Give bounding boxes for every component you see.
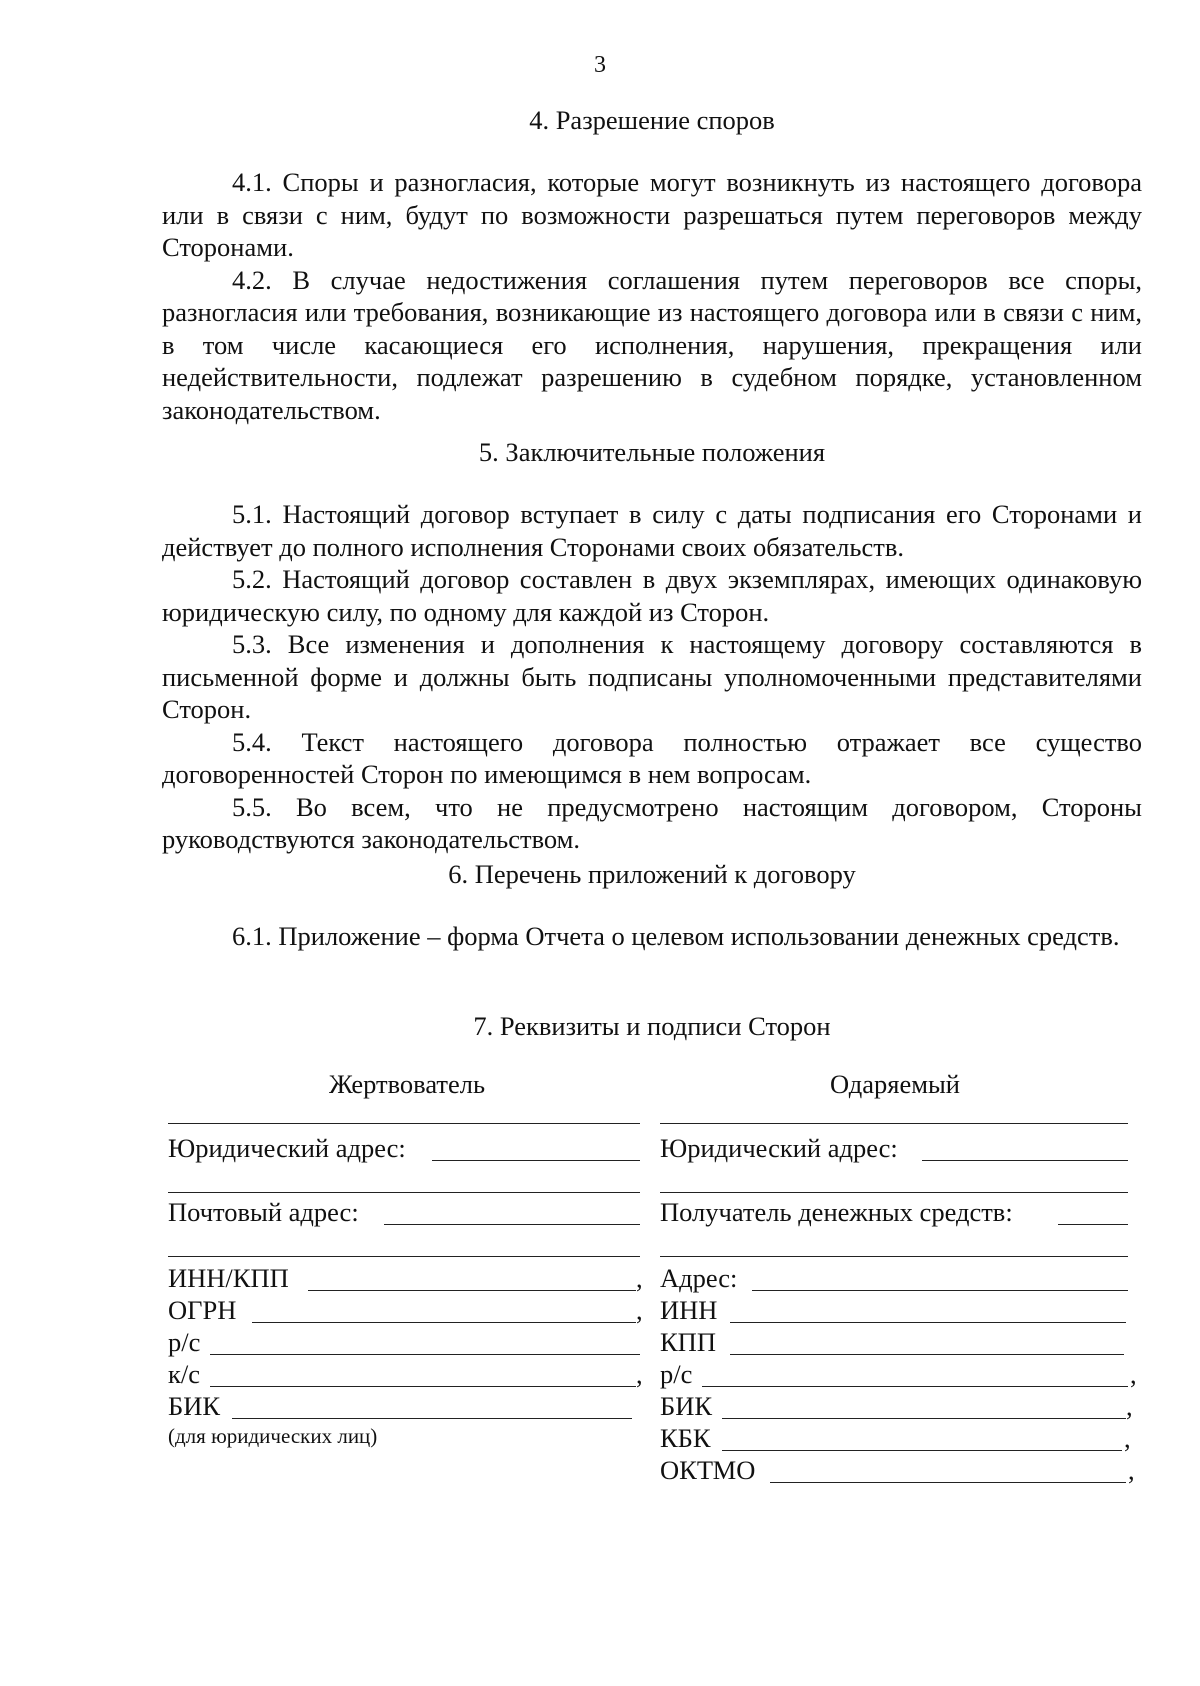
section-6-body <box>162 920 1142 953</box>
clause-5-4: 5.4. Текст настоящего договора полностью отражает все существо договоренностей Сторон по имеющимся в нем вопросам. <box>162 726 1142 789</box>
recipient-kbk-label: КБК <box>660 1423 711 1453</box>
recipient-oktmo-label: ОКТМО <box>660 1455 756 1485</box>
donor-legal-address-line2[interactable] <box>168 1192 640 1193</box>
donor-postal-address-field[interactable] <box>384 1224 640 1225</box>
recipient-kpp-field[interactable] <box>730 1354 1124 1355</box>
recipient-legal-address-label: Юридический адрес: <box>660 1133 898 1163</box>
section-4-body <box>162 166 1142 426</box>
section-5-body <box>162 498 1142 856</box>
recipient-funds-label: Получатель денежных средств: <box>660 1197 1013 1227</box>
clause-5-5: 5.5. Во всем, что не предусмотрено настоящим договором, Стороны руководствуются законодательством. <box>162 791 1142 854</box>
donor-postal-address-label: Почтовый адрес: <box>168 1197 359 1227</box>
donor-legal-address-field[interactable] <box>432 1160 640 1161</box>
recipient-rs-field[interactable] <box>702 1386 1128 1387</box>
section-7-title: 7. Реквизиты и подписи Сторон <box>473 1011 831 1041</box>
recipient-funds-line2[interactable] <box>660 1256 1128 1257</box>
donor-inn-kpp-field[interactable] <box>308 1290 636 1291</box>
clause-5-2: 5.2. Настоящий договор составлен в двух экземплярах, имеющих одинаковую юридическую силу, по одному для каждой из Сторон. <box>162 564 1142 627</box>
recipient-bik-label: БИК <box>660 1391 713 1421</box>
recipient-address-field[interactable] <box>752 1290 1128 1291</box>
section-5-title: 5. Заключительные положения <box>478 437 826 467</box>
donor-rs-field[interactable] <box>210 1354 640 1355</box>
donor-title: Жертвователь <box>328 1069 486 1099</box>
recipient-address-label: Адрес: <box>660 1263 738 1293</box>
donor-bik-field[interactable] <box>232 1418 632 1419</box>
donor-ogrn-comma: , <box>636 1295 643 1325</box>
donor-ks-label: к/с <box>168 1359 200 1389</box>
recipient-bik-comma: , <box>1126 1391 1133 1421</box>
recipient-funds-field[interactable] <box>1058 1224 1128 1225</box>
donor-ks-field[interactable] <box>210 1386 636 1387</box>
page-number: 3 <box>594 52 606 78</box>
donor-ogrn-label: ОГРН <box>168 1295 237 1325</box>
donor-note: (для юридических лиц) <box>168 1424 378 1448</box>
recipient-kpp-label: КПП <box>660 1327 716 1357</box>
recipient-inn-field[interactable] <box>730 1322 1126 1323</box>
recipient-oktmo-field[interactable] <box>770 1482 1126 1483</box>
donor-ks-comma: , <box>636 1359 643 1389</box>
donor-ogrn-field[interactable] <box>252 1322 636 1323</box>
recipient-name-line[interactable] <box>660 1123 1128 1124</box>
donor-postal-address-line2[interactable] <box>168 1256 640 1257</box>
recipient-kbk-comma: , <box>1124 1423 1131 1453</box>
recipient-legal-address-field[interactable] <box>922 1160 1128 1161</box>
donor-inn-kpp-label: ИНН/КПП <box>168 1263 289 1293</box>
clause-5-3: 5.3. Все изменения и дополнения к настоящему договору составляются в письменной форме и должны быть подписаны уполномоченными представителями Сторон. <box>162 629 1142 724</box>
recipient-inn-label: ИНН <box>660 1295 718 1325</box>
recipient-rs-comma: , <box>1130 1359 1137 1389</box>
section-6-title: 6. Перечень приложений к договору <box>448 859 856 889</box>
recipient-bik-field[interactable] <box>722 1418 1126 1419</box>
recipient-oktmo-comma: , <box>1128 1455 1135 1485</box>
section-4-title: 4. Разрешение споров <box>529 105 775 135</box>
recipient-title: Одаряемый <box>830 1069 960 1099</box>
clause-4-2: 4.2. В случае недостижения соглашения путем переговоров все споры, разногласия или требования, возникающие из настоящего договора или в связи с ним, в том числе касающиеся его исполнения, нарушения, прекращения или недействительности, подлежат разрешению в судебном порядке, установленном законодательством. <box>162 264 1142 425</box>
donor-inn-kpp-comma: , <box>636 1263 643 1293</box>
donor-rs-label: р/с <box>168 1327 201 1357</box>
clause-4-1: 4.1. Споры и разногласия, которые могут возникнуть из настоящего договора или в связи с ним, будут по возможности разрешаться путем переговоров между Сторонами. <box>162 167 1142 262</box>
donor-name-line[interactable] <box>168 1123 640 1124</box>
donor-legal-address-label: Юридический адрес: <box>168 1133 406 1163</box>
recipient-kbk-field[interactable] <box>722 1450 1122 1451</box>
donor-bik-label: БИК <box>168 1391 221 1421</box>
recipient-legal-address-line2[interactable] <box>660 1192 1128 1193</box>
clause-6-1: 6.1. Приложение – форма Отчета о целевом использовании денежных средств. <box>232 921 1120 951</box>
clause-5-1: 5.1. Настоящий договор вступает в силу с даты подписания его Сторонами и действует до полного исполнения Сторонами своих обязательств. <box>162 499 1142 562</box>
recipient-rs-label: р/с <box>660 1359 693 1389</box>
